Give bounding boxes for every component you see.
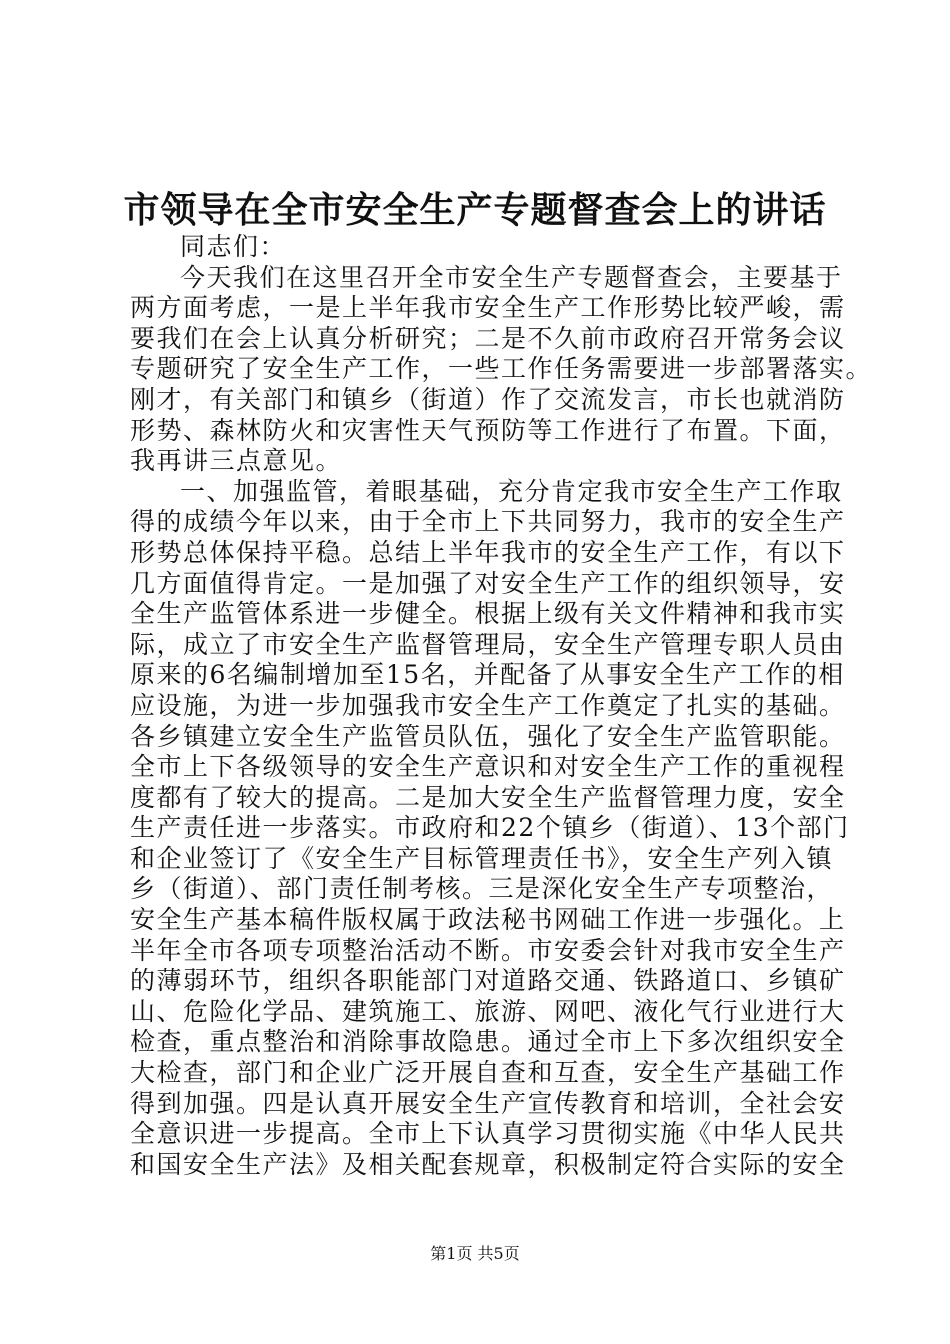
- paragraph-line: 和国安全生产法》及相关配套规章，积极制定符合实际的安全: [130, 1149, 846, 1179]
- paragraph-line: 检查，重点整治和消除事故隐患。通过全市上下多次组织安全: [130, 1027, 846, 1057]
- paragraph-line: 得到加强。四是认真开展安全生产宣传教育和培训，全社会安: [130, 1088, 846, 1118]
- paragraph-line: 原来的6名编制增加至15名，并配备了从事安全生产工作的相: [130, 660, 845, 690]
- paragraph-line: 形势总体保持平稳。总结上半年我市的安全生产工作，有以下: [130, 537, 846, 567]
- paragraph-line: 两方面考虑，一是上半年我市安全生产工作形势比较严峻，需: [130, 293, 846, 323]
- paragraph-line: 要我们在会上认真分析研究；二是不久前市政府召开常务会议: [130, 323, 846, 353]
- paragraph-line: 应设施，为进一步加强我市安全生产工作奠定了扎实的基础。: [130, 690, 846, 720]
- paragraph-line: 安全生产基本稿件版权属于政法秘书网础工作进一步强化。上: [130, 905, 846, 935]
- paragraph-line: 得的成绩今年以来，由于全市上下共同努力，我市的安全生产: [130, 507, 846, 537]
- paragraph-line: 生产责任进一步落实。市政府和22个镇乡（街道）、13个部门: [130, 813, 850, 843]
- paragraph-line: 大检查，部门和企业广泛开展自查和互查，安全生产基础工作: [130, 1058, 846, 1088]
- paragraph-line: 各乡镇建立安全生产监管员队伍，强化了安全生产监管职能。: [130, 721, 846, 751]
- paragraph-line: 刚才，有关部门和镇乡（街道）作了交流发言，市长也就消防: [130, 384, 846, 414]
- paragraph-line: 乡（街道）、部门责任制考核。三是深化安全生产专项整治，: [130, 874, 834, 904]
- paragraph-line: 全生产监管体系进一步健全。根据上级有关文件精神和我市实: [130, 599, 846, 629]
- paragraph-line: 专题研究了安全生产工作，一些工作任务需要进一步部署落实。: [130, 354, 873, 384]
- paragraph-line: 半年全市各项专项整治活动不断。市安委会针对我市安全生产: [130, 935, 846, 965]
- paragraph-line: 一、加强监管，着眼基础，充分肯定我市安全生产工作取: [180, 476, 843, 506]
- paragraph-line: 全市上下各级领导的安全生产意识和对安全生产工作的重视程: [130, 752, 846, 782]
- paragraph-line: 几方面值得肯定。一是加强了对安全生产工作的组织领导，安: [130, 568, 846, 598]
- paragraph-line: 和企业签订了《安全生产目标管理责任书》，安全生产列入镇: [130, 843, 834, 873]
- paragraph-intro: [130, 262, 873, 477]
- document-body: [130, 232, 873, 1180]
- paragraph-line: 今天我们在这里召开全市安全生产专题督查会，主要基于: [180, 262, 843, 292]
- paragraph-point-one: [130, 476, 850, 1181]
- paragraph-line: 度都有了较大的提高。二是加大安全生产监督管理力度，安全: [130, 782, 846, 812]
- page-number-footer: 第1页 共5页: [430, 1244, 520, 1263]
- paragraph-line: 我再讲三点意见。: [130, 446, 343, 476]
- paragraph-line: 际，成立了市安全生产监督管理局，安全生产管理专职人员由: [130, 629, 846, 659]
- paragraph-line: 全意识进一步提高。全市上下认真学习贯彻实施《中华人民共: [130, 1119, 846, 1149]
- paragraph-line: 形势、森林防火和灾害性天气预防等工作进行了布置。下面，: [130, 415, 846, 445]
- paragraph-line: 的薄弱环节，组织各职能部门对道路交通、铁路道口、乡镇矿: [130, 966, 846, 996]
- salutation: 同志们：: [180, 232, 287, 261]
- paragraph-line: 山、危险化学品、建筑施工、旅游、网吧、液化气行业进行大: [130, 996, 846, 1026]
- document-title: 市领导在全市安全生产专题督查会上的讲话: [123, 189, 827, 231]
